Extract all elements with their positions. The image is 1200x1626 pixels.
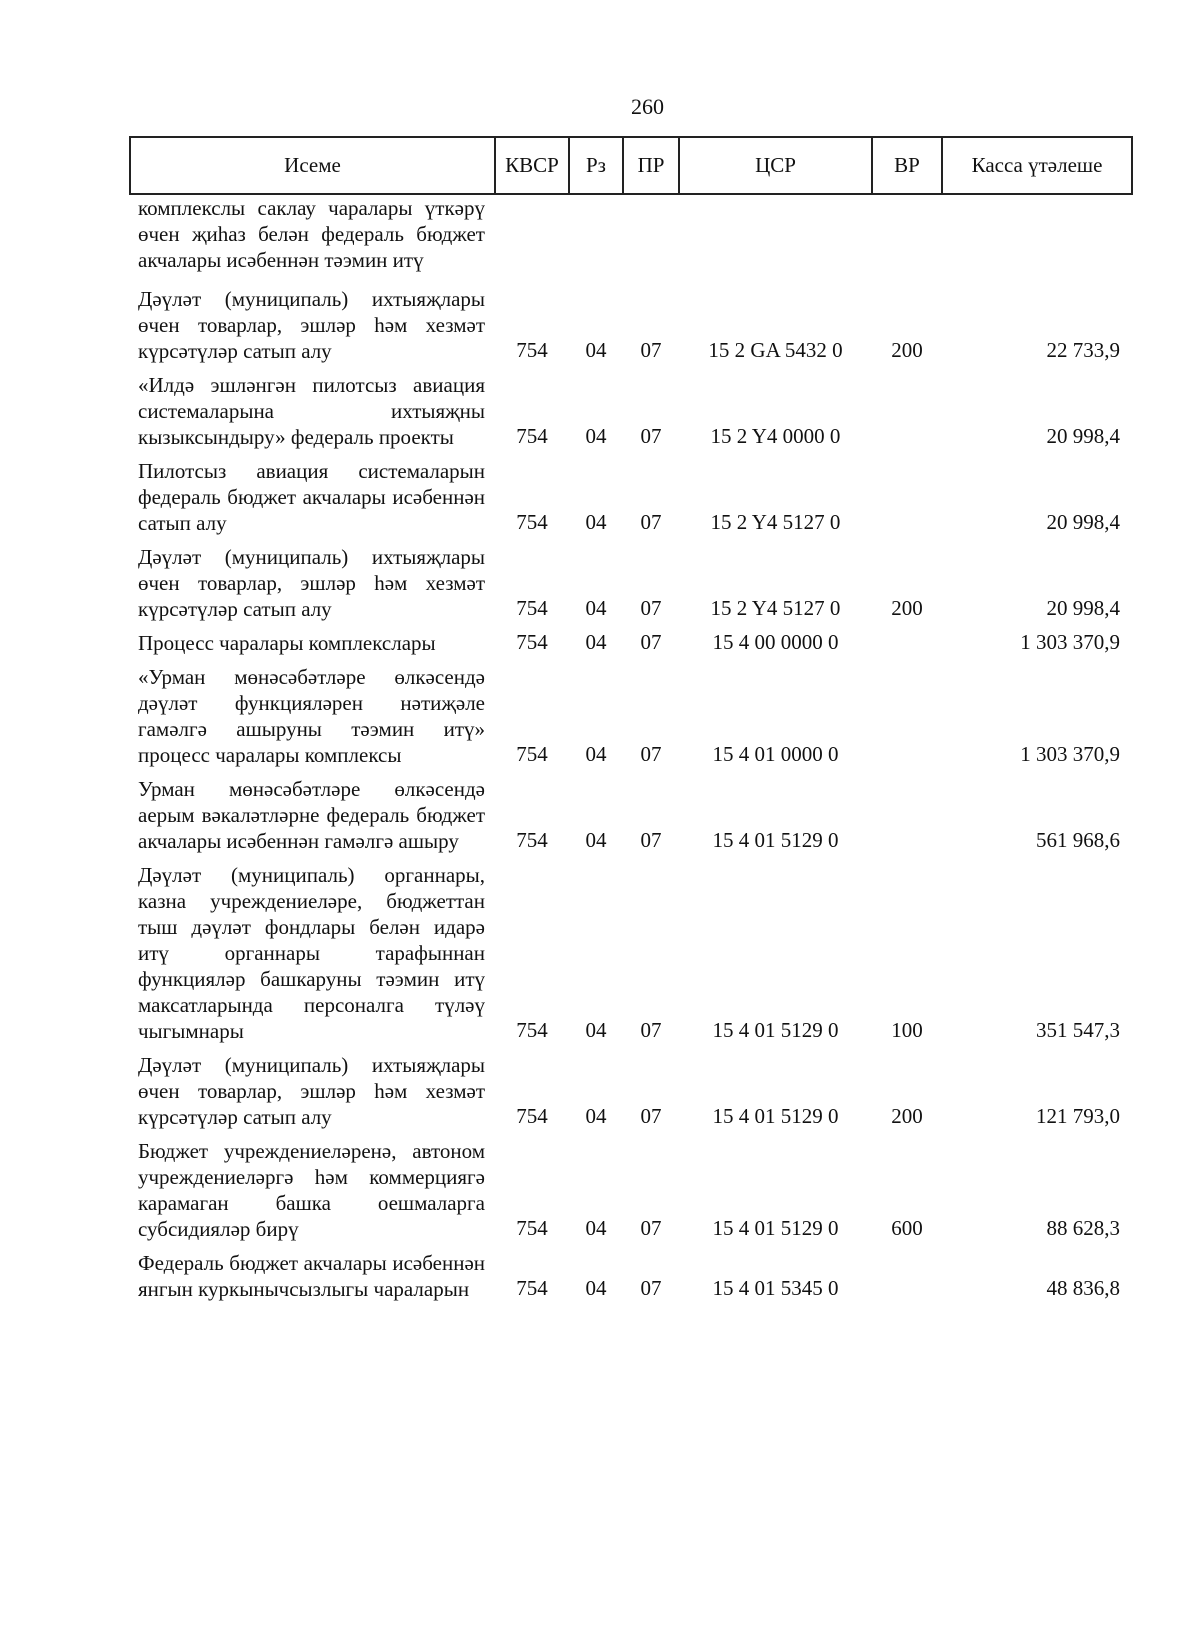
row-kvsr: 754 bbox=[516, 596, 548, 620]
row-vr bbox=[872, 771, 942, 857]
row-rz: 04 bbox=[585, 596, 607, 620]
row-sum: 351 547,3 bbox=[1036, 1018, 1120, 1042]
row-rz: 04 bbox=[585, 510, 607, 534]
row-csr: 15 4 01 0000 0 bbox=[712, 742, 839, 766]
row-vr: 200 bbox=[891, 596, 923, 620]
row-kvsr: 754 bbox=[516, 1018, 548, 1042]
row-vr: 200 bbox=[891, 1104, 923, 1128]
row-csr: 15 4 01 5129 0 bbox=[712, 1104, 839, 1128]
row-name: Бюджет учреждениеләренә, автоном учреждениеләргә һәм коммерциягә карамаган башка оешмаларга субсидияләр бирү bbox=[138, 1139, 485, 1241]
row-name: Урман мөнәсәбәтләре өлкәсендә аерым вәкаләтләрне федераль бюджет акчалары исәбеннән гамәлгә ашыру bbox=[138, 777, 485, 853]
row-sum: 48 836,8 bbox=[1046, 1276, 1120, 1300]
row-pr: 07 bbox=[640, 1018, 662, 1042]
row-name: Пилотсыз авиация системаларын федераль бюджет акчалары исәбеннән сатып алу bbox=[138, 459, 485, 535]
table-row bbox=[130, 1245, 1132, 1305]
row-pr: 07 bbox=[640, 424, 662, 448]
row-csr: 15 4 01 5345 0 bbox=[712, 1276, 839, 1300]
row-sum: 561 968,6 bbox=[1036, 828, 1120, 852]
table-body bbox=[130, 194, 1132, 1305]
row-rz: 04 bbox=[585, 1018, 607, 1042]
row-rz: 04 bbox=[585, 1216, 607, 1240]
row-kvsr: 754 bbox=[516, 1276, 548, 1300]
row-csr: 15 4 00 0000 0 bbox=[712, 630, 839, 654]
table-row bbox=[130, 194, 1132, 281]
row-vr bbox=[872, 194, 942, 281]
table-row bbox=[130, 771, 1132, 857]
table-row bbox=[130, 367, 1132, 453]
table-row bbox=[130, 539, 1132, 625]
row-pr: 07 bbox=[640, 596, 662, 620]
header-pr: ПР bbox=[623, 137, 679, 194]
page-number: 260 bbox=[631, 94, 664, 119]
table-row bbox=[130, 625, 1132, 659]
row-sum: 20 998,4 bbox=[1046, 596, 1120, 620]
row-vr bbox=[872, 453, 942, 539]
row-name: Процесс чаралары комплекслары bbox=[138, 631, 436, 655]
row-name: Федераль бюджет акчалары исәбеннән янгын куркынычсызлыгы чараларын bbox=[138, 1251, 485, 1301]
row-name: Дәүләт (муниципаль) ихтыяҗлары өчен товарлар, эшләр һәм хезмәт күрсәтүләр сатып алу bbox=[138, 545, 485, 621]
row-name: «Илдә эшләнгән пилотсыз авиация системаларына ихтыяҗны кызыксындыру» федераль проекты bbox=[138, 373, 485, 449]
row-sum bbox=[942, 194, 1132, 281]
row-sum: 88 628,3 bbox=[1046, 1216, 1120, 1240]
row-vr: 600 bbox=[891, 1216, 923, 1240]
row-sum: 22 733,9 bbox=[1046, 338, 1120, 362]
row-rz: 04 bbox=[585, 742, 607, 766]
row-csr: 15 4 01 5129 0 bbox=[712, 1216, 839, 1240]
row-rz: 04 bbox=[585, 424, 607, 448]
table-row bbox=[130, 453, 1132, 539]
table-row bbox=[130, 659, 1132, 771]
row-csr: 15 4 01 5129 0 bbox=[712, 828, 839, 852]
row-csr bbox=[679, 194, 872, 281]
table-header bbox=[130, 137, 1132, 194]
row-pr: 07 bbox=[640, 828, 662, 852]
row-pr: 07 bbox=[640, 742, 662, 766]
row-sum: 1 303 370,9 bbox=[1020, 630, 1120, 654]
row-vr bbox=[872, 1245, 942, 1305]
row-kvsr: 754 bbox=[516, 338, 548, 362]
header-kvsr: КВСР bbox=[495, 137, 569, 194]
header-rz: Рз bbox=[569, 137, 623, 194]
row-pr: 07 bbox=[640, 1216, 662, 1240]
row-rz: 04 bbox=[585, 630, 607, 654]
row-vr: 200 bbox=[891, 338, 923, 362]
table-row bbox=[130, 857, 1132, 1047]
row-csr: 15 4 01 5129 0 bbox=[712, 1018, 839, 1042]
row-vr: 100 bbox=[891, 1018, 923, 1042]
row-csr: 15 2 Y4 0000 0 bbox=[710, 424, 841, 448]
row-rz: 04 bbox=[585, 338, 607, 362]
row-pr: 07 bbox=[640, 630, 662, 654]
row-kvsr bbox=[495, 194, 569, 281]
row-kvsr: 754 bbox=[516, 630, 548, 654]
row-vr bbox=[872, 659, 942, 771]
table-row bbox=[130, 1047, 1132, 1133]
header-row bbox=[130, 137, 1132, 194]
row-kvsr: 754 bbox=[516, 1104, 548, 1128]
header-vr: ВР bbox=[872, 137, 942, 194]
row-rz bbox=[569, 194, 623, 281]
row-sum: 121 793,0 bbox=[1036, 1104, 1120, 1128]
row-sum: 20 998,4 bbox=[1046, 424, 1120, 448]
row-kvsr: 754 bbox=[516, 828, 548, 852]
row-name: «Урман мөнәсәбәтләре өлкәсендә дәүләт функцияләрен нәтиҗәле гамәлгә ашыруны тәэмин итү» процесс чаралары комплексы bbox=[138, 665, 485, 767]
row-rz: 04 bbox=[585, 1276, 607, 1300]
row-vr bbox=[872, 625, 942, 659]
row-pr bbox=[623, 194, 679, 281]
row-kvsr: 754 bbox=[516, 742, 548, 766]
header-name: Исеме bbox=[130, 137, 495, 194]
row-pr: 07 bbox=[640, 1276, 662, 1300]
table-row bbox=[130, 1133, 1132, 1245]
row-name: комплекслы саклау чаралары үткәрү өчен җиһаз белән федераль бюджет акчалары исәбеннән тәэмин итү bbox=[138, 196, 485, 272]
row-kvsr: 754 bbox=[516, 510, 548, 534]
row-name: Дәүләт (муниципаль) органнары, казна учреждениеләре, бюджеттан тыш дәүләт фондлары белән идарә итү органнары тарафыннан функцияләр башкаруны тәэмин итү максатларында персоналга түләү чыгымнары bbox=[138, 863, 485, 1043]
row-sum: 1 303 370,9 bbox=[1020, 742, 1120, 766]
row-name: Дәүләт (муниципаль) ихтыяҗлары өчен товарлар, эшләр һәм хезмәт күрсәтүләр сатып алу bbox=[138, 1053, 485, 1129]
header-sum: Касса үтәлеше bbox=[942, 137, 1132, 194]
row-kvsr: 754 bbox=[516, 1216, 548, 1240]
row-rz: 04 bbox=[585, 828, 607, 852]
row-sum: 20 998,4 bbox=[1046, 510, 1120, 534]
row-csr: 15 2 GA 5432 0 bbox=[708, 338, 843, 362]
table-row bbox=[130, 281, 1132, 367]
row-pr: 07 bbox=[640, 510, 662, 534]
row-vr bbox=[872, 367, 942, 453]
row-csr: 15 2 Y4 5127 0 bbox=[710, 510, 841, 534]
row-pr: 07 bbox=[640, 338, 662, 362]
row-rz: 04 bbox=[585, 1104, 607, 1128]
row-pr: 07 bbox=[640, 1104, 662, 1128]
row-name: Дәүләт (муниципаль) ихтыяҗлары өчен товарлар, эшләр һәм хезмәт күрсәтүләр сатып алу bbox=[138, 287, 485, 363]
row-csr: 15 2 Y4 5127 0 bbox=[710, 596, 841, 620]
header-csr: ЦСР bbox=[679, 137, 872, 194]
row-kvsr: 754 bbox=[516, 424, 548, 448]
budget-table bbox=[129, 136, 1133, 1305]
